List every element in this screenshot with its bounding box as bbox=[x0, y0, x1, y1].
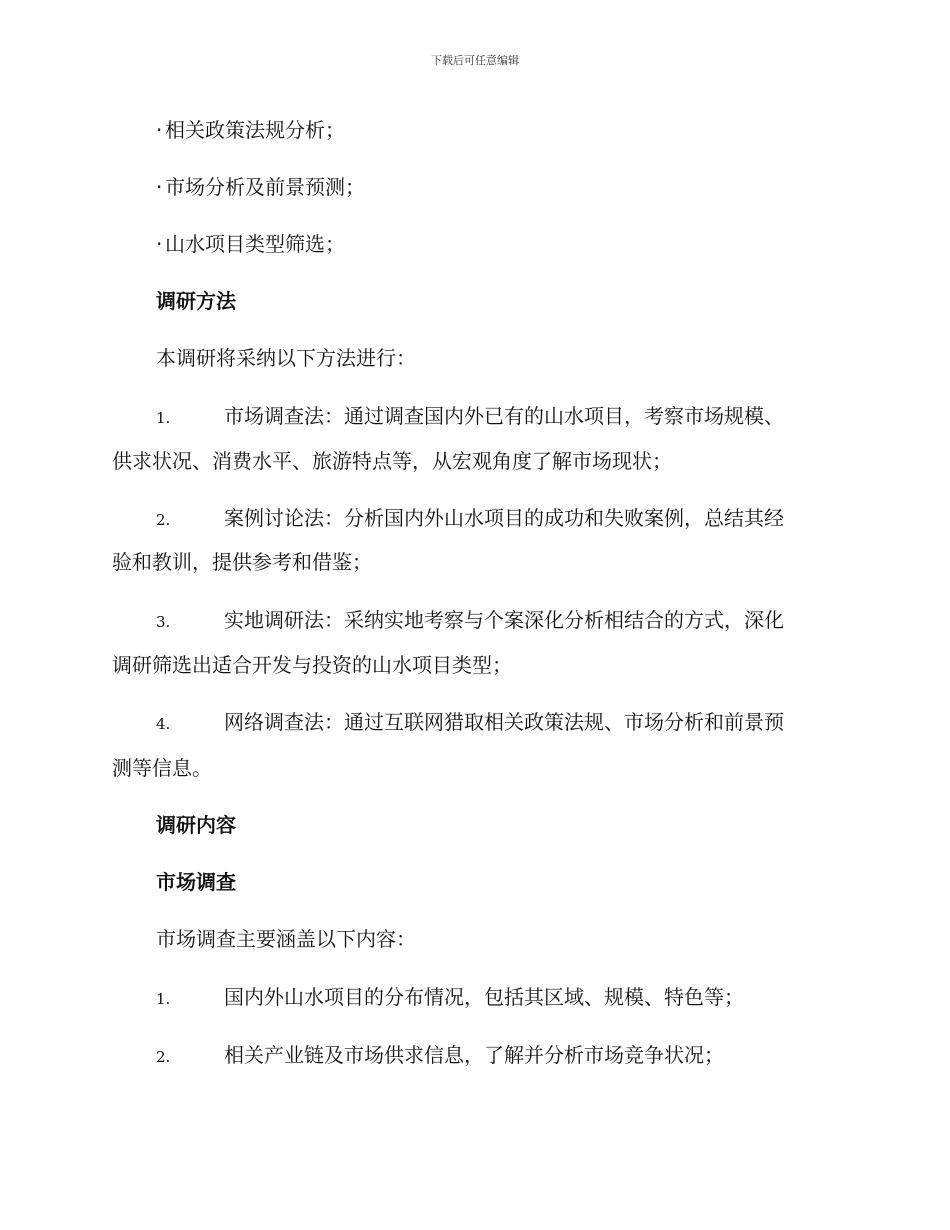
item-text: 市场调查法：通过调查国内外已有的山水项目，考察市场规模、 bbox=[224, 404, 784, 428]
item-text: 实地调研法：采纳实地考察与个案深化分析相结合的方式，深化 bbox=[224, 608, 784, 632]
numbered-item bbox=[112, 985, 832, 1011]
bullet-marker: · bbox=[156, 175, 163, 199]
market-intro: 市场调查主要涵盖以下内容： bbox=[156, 927, 416, 951]
page-header: 下载后可任意编辑 bbox=[431, 54, 519, 67]
bullet-text: 市场分析及前景预测； bbox=[165, 175, 365, 199]
item-text-continued: 验和教训，提供参考和借鉴； bbox=[112, 550, 372, 574]
item-text-continued: 测等信息。 bbox=[112, 756, 212, 780]
item-text-continued: 供求状况、消费水平、旅游特点等，从宏观角度了解市场现状； bbox=[112, 449, 672, 473]
numbered-item bbox=[112, 710, 832, 736]
item-text: 网络调查法：通过互联网猎取相关政策法规、市场分析和前景预 bbox=[224, 710, 784, 734]
item-number: 4. bbox=[156, 715, 171, 733]
item-text: 案例讨论法：分析国内外山水项目的成功和失败案例，总结其经 bbox=[224, 506, 784, 530]
section-heading-method: 调研方法 bbox=[156, 289, 236, 313]
bullet-item bbox=[156, 232, 345, 256]
numbered-item bbox=[112, 506, 832, 532]
item-text: 相关产业链及市场供求信息，了解并分析市场竞争状况； bbox=[224, 1043, 724, 1067]
bullet-marker: · bbox=[156, 118, 163, 142]
numbered-item bbox=[112, 1043, 832, 1069]
item-number: 3. bbox=[156, 613, 171, 631]
item-number: 1. bbox=[156, 409, 171, 427]
item-number: 1. bbox=[156, 990, 171, 1008]
item-number: 2. bbox=[156, 1048, 171, 1066]
item-text-continued: 调研筛选出适合开发与投资的山水项目类型； bbox=[112, 653, 512, 677]
numbered-item bbox=[112, 404, 832, 430]
item-number: 2. bbox=[156, 511, 171, 529]
subsection-heading-market: 市场调查 bbox=[156, 870, 236, 894]
section-heading-content: 调研内容 bbox=[156, 813, 236, 837]
bullet-marker: · bbox=[156, 232, 163, 256]
bullet-text: 相关政策法规分析； bbox=[165, 118, 345, 142]
item-text: 国内外山水项目的分布情况，包括其区域、规模、特色等； bbox=[224, 985, 744, 1009]
method-intro: 本调研将采纳以下方法进行： bbox=[156, 346, 416, 370]
bullet-item bbox=[156, 175, 365, 199]
numbered-item bbox=[112, 608, 832, 634]
bullet-item bbox=[156, 118, 345, 142]
bullet-text: 山水项目类型筛选； bbox=[165, 232, 345, 256]
